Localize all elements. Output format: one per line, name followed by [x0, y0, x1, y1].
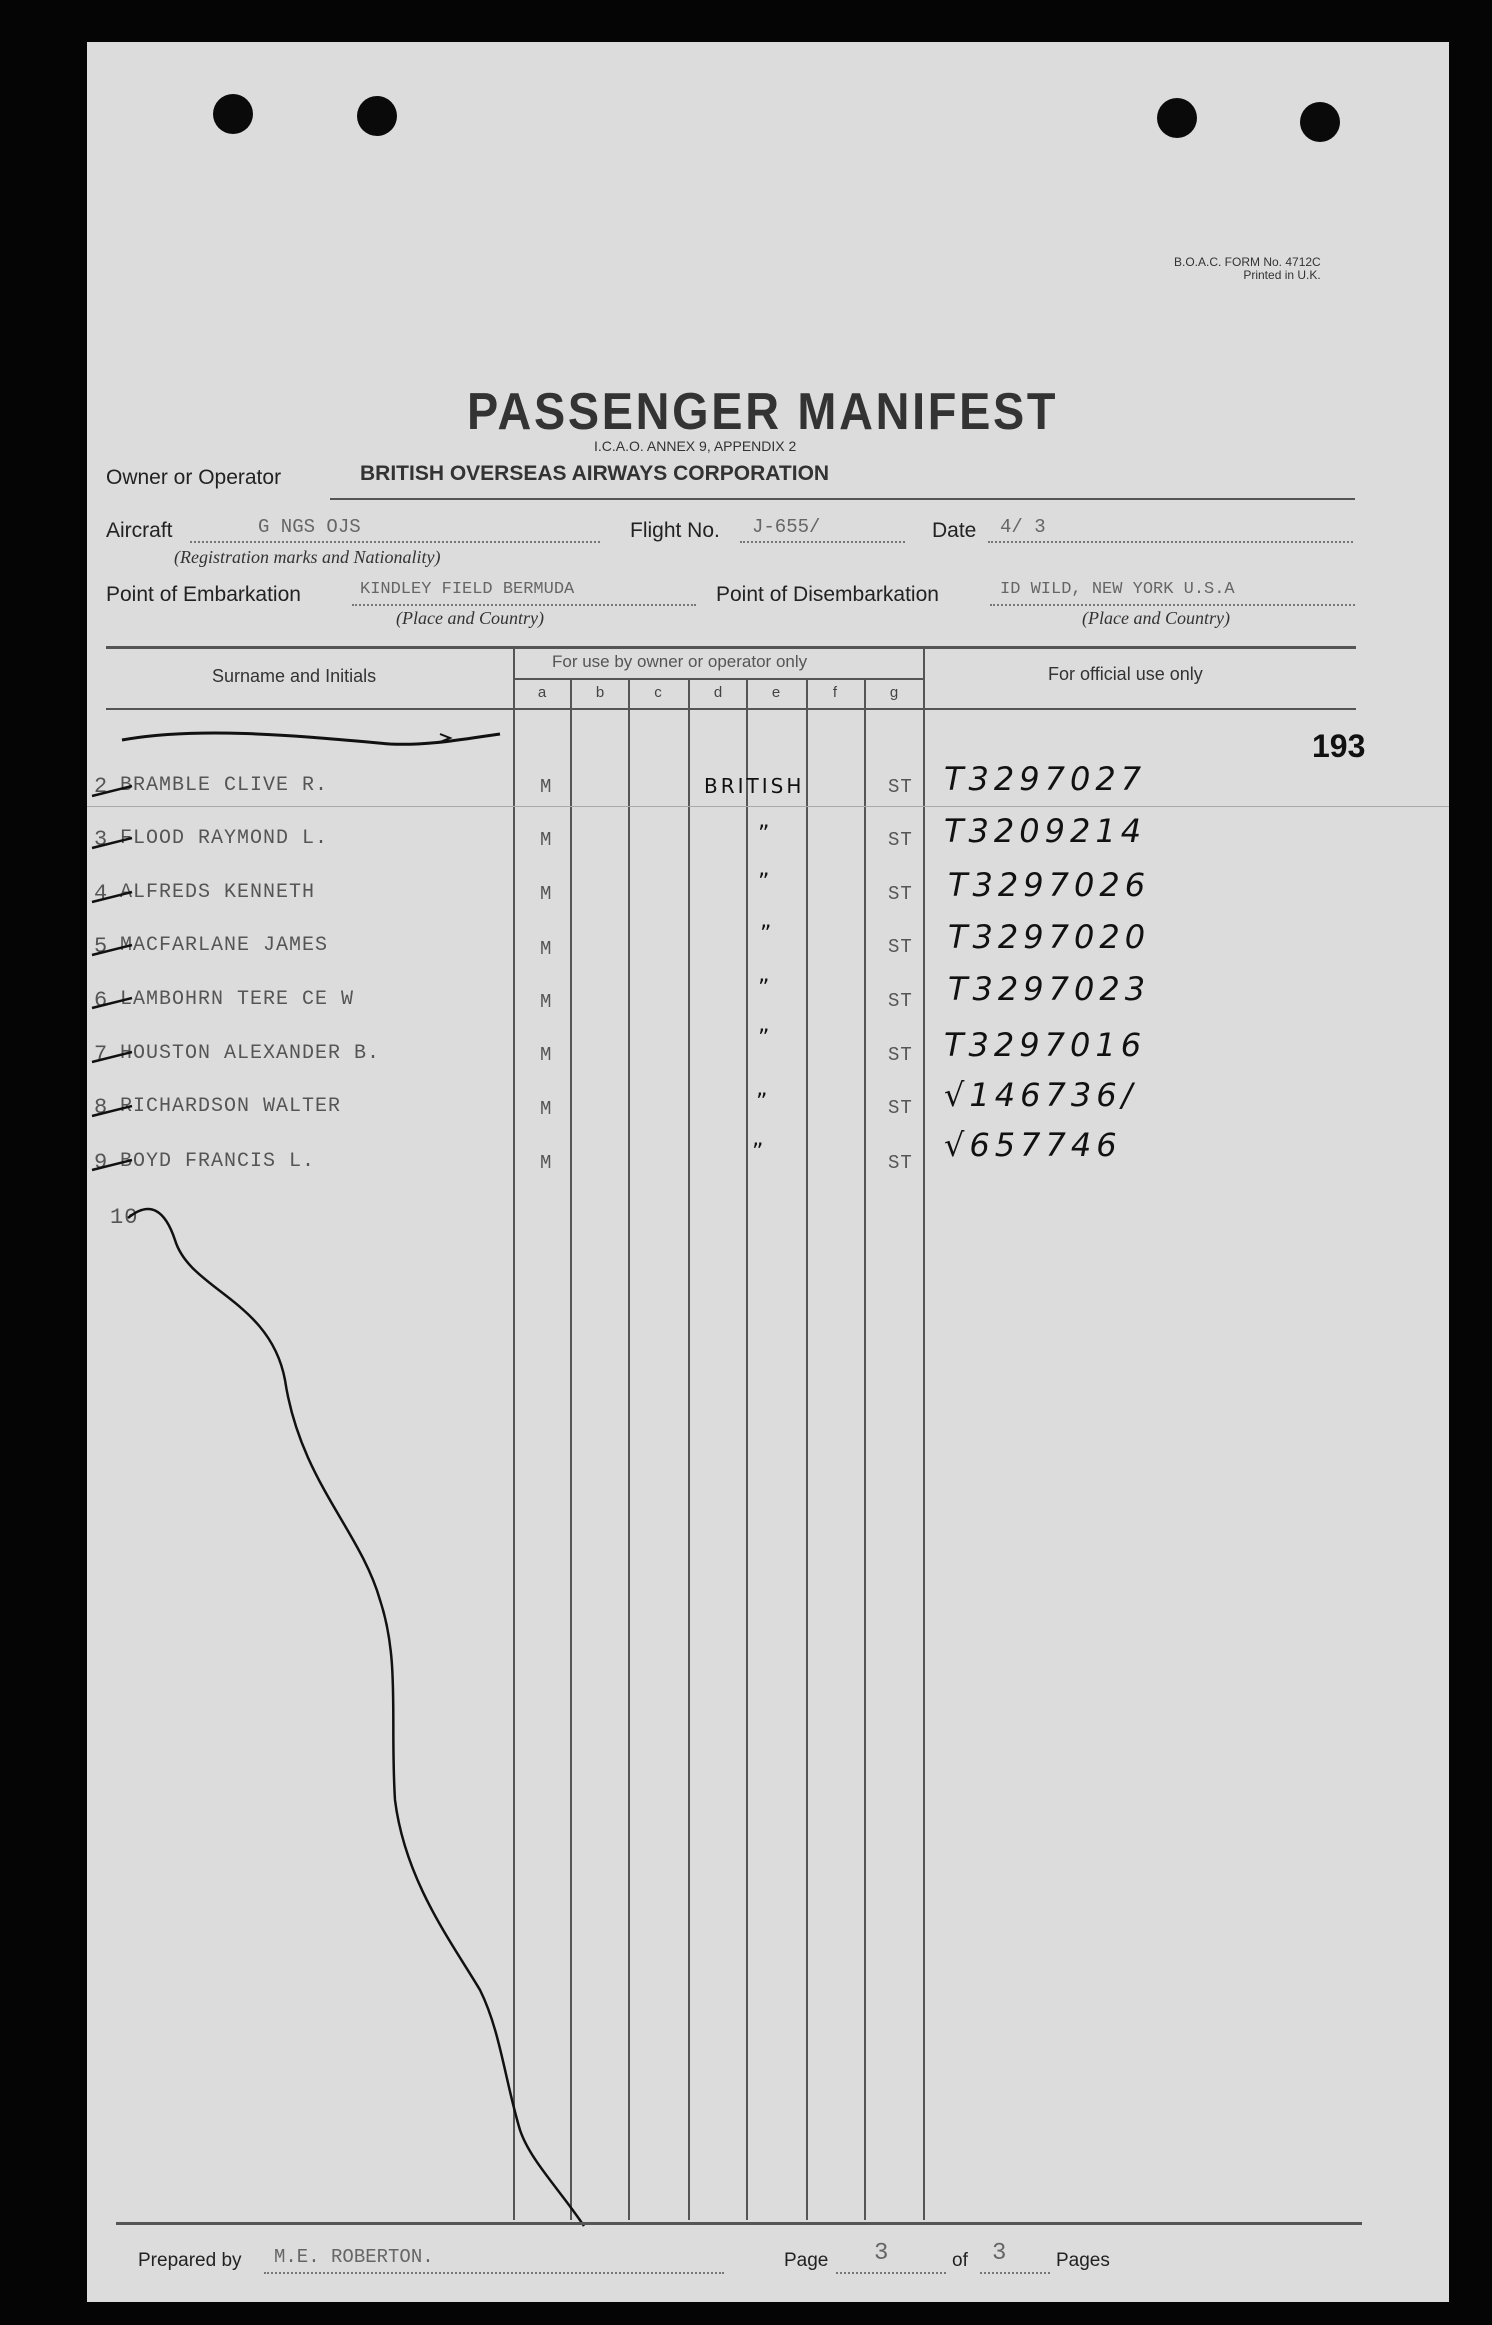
passenger-nationality: BRITISH [704, 774, 805, 798]
of-line [980, 2272, 1050, 2274]
row-number: 4 [94, 881, 109, 906]
passenger-sex: M [540, 991, 553, 1013]
passenger-sex: M [540, 1152, 553, 1174]
passenger-name: BRAMBLE CLIVE R. [120, 774, 329, 797]
passenger-name: LAMBOHRN TERE CE W [120, 988, 355, 1011]
of-value: 3 [992, 2240, 1007, 2267]
aircraft-value: G NGS OJS [258, 516, 361, 538]
passenger-nationality: ” [752, 1140, 764, 1165]
passenger-code: ST [888, 776, 913, 798]
owner-label: Owner or Operator [106, 466, 282, 489]
passenger-nationality: ” [758, 976, 770, 1001]
official-number: T3297027 [944, 760, 1147, 798]
official-number: √146736/ [944, 1076, 1138, 1114]
sub-column-a: a [537, 684, 547, 701]
footer-rule [116, 2222, 1362, 2225]
sub-column-b: b [595, 684, 605, 701]
date-label: Date [932, 519, 977, 542]
sub-column-g: g [889, 684, 899, 701]
row-number: 7 [94, 1042, 109, 1067]
passenger-sex: M [540, 829, 553, 851]
page-value: 3 [874, 2240, 889, 2267]
flight-value: J-655/ [752, 516, 821, 538]
passenger-sex: M [540, 776, 553, 798]
owner-use-header: For use by owner or operator only [552, 652, 808, 671]
page-line [836, 2272, 946, 2274]
disembarkation-caption: (Place and Country) [1082, 608, 1230, 628]
official-number: T3209214 [944, 812, 1147, 850]
passenger-name: FLOOD RAYMOND L. [120, 827, 329, 850]
passenger-sex: M [540, 1044, 553, 1066]
passenger-code: ST [888, 990, 913, 1012]
page-title: PASSENGER MANIFEST [467, 383, 1059, 441]
embarkation-caption: (Place and Country) [396, 608, 544, 628]
row-number: 5 [94, 934, 109, 959]
passenger-name: MACFARLANE JAMES [120, 934, 329, 957]
passenger-code: ST [888, 1097, 913, 1119]
row-number: 8 [94, 1095, 109, 1120]
aircraft-label: Aircraft [106, 519, 173, 542]
official-number: T3297026 [948, 866, 1151, 904]
official-number: T3297023 [948, 970, 1151, 1008]
passenger-name: BOYD FRANCIS L. [120, 1150, 316, 1173]
flight-label: Flight No. [630, 519, 720, 542]
disembarkation-value: ID WILD, NEW YORK U.S.A [1000, 580, 1235, 599]
sub-column-e: e [771, 684, 781, 701]
passenger-nationality: ” [758, 870, 770, 895]
owner-value: BRITISH OVERSEAS AIRWAYS CORPORATION [360, 462, 830, 485]
passenger-sex: M [540, 883, 553, 905]
page-subtitle: I.C.A.O. ANNEX 9, APPENDIX 2 [594, 438, 797, 454]
passenger-nationality: ” [756, 1090, 768, 1115]
surname-column-header: Surname and Initials [212, 666, 377, 686]
date-value: 4/ 3 [1000, 516, 1046, 538]
sub-column-c: c [654, 684, 662, 701]
embarkation-value: KINDLEY FIELD BERMUDA [360, 580, 575, 599]
row-number: 3 [94, 827, 109, 852]
pages-label: Pages [1056, 2250, 1110, 2271]
prepared-by-label: Prepared by [138, 2250, 242, 2271]
passenger-nationality: ” [760, 922, 772, 947]
passenger-sex: M [540, 1098, 553, 1120]
passenger-name: ALFREDS KENNETH [120, 881, 316, 904]
passenger-code: ST [888, 1152, 913, 1174]
passenger-nationality: ” [758, 1026, 770, 1051]
of-label: of [952, 2250, 968, 2271]
row-number: 10 [110, 1205, 139, 1230]
form-number: B.O.A.C. FORM No. 4712C Printed in U.K. [1174, 255, 1321, 282]
passenger-code: ST [888, 936, 913, 958]
passenger-code: ST [888, 829, 913, 851]
sub-column-d: d [713, 684, 723, 701]
official-number: T3297020 [948, 918, 1151, 956]
official-number: T3297016 [944, 1026, 1147, 1064]
row-checkmarks [92, 786, 132, 1170]
row-number: 6 [94, 988, 109, 1013]
aircraft-caption: (Registration marks and Nationality) [174, 547, 441, 567]
cancellation-line [128, 1209, 584, 2226]
passenger-name: RICHARDSON WALTER [120, 1095, 342, 1118]
prepared-by-value: M.E. ROBERTON. [274, 2246, 434, 2268]
row-number: 9 [94, 1150, 109, 1175]
embarkation-label: Point of Embarkation [106, 583, 301, 606]
official-number: √657746 [944, 1126, 1122, 1164]
page-stamp-number: 193 [1312, 728, 1366, 764]
passenger-code: ST [888, 1044, 913, 1066]
prepared-by-line [264, 2272, 724, 2274]
passenger-nationality: ” [758, 822, 770, 847]
row-number: 2 [94, 774, 109, 799]
passenger-sex: M [540, 938, 553, 960]
passenger-name: HOUSTON ALEXANDER B. [120, 1042, 381, 1065]
sub-column-f: f [832, 684, 838, 701]
page-label: Page [784, 2250, 829, 2271]
disembarkation-label: Point of Disembarkation [716, 583, 939, 606]
official-use-header: For official use only [1048, 664, 1203, 684]
passenger-code: ST [888, 883, 913, 905]
